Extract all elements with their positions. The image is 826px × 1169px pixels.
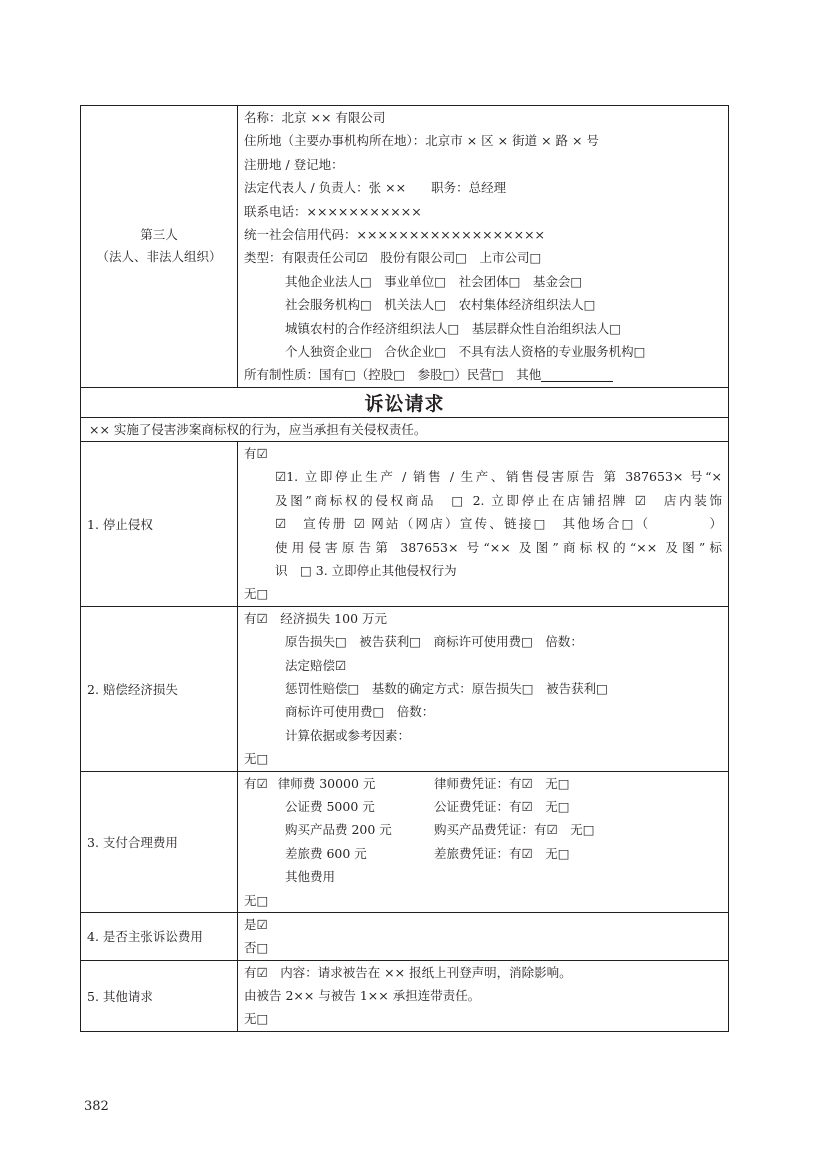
section-heading-row (81, 387, 729, 417)
third-party-registration: 注册地 / 登记地： (244, 156, 344, 172)
ownership-text: 所有制性质：国有□（控股□ 参股□）民营□ 其他 (244, 367, 542, 383)
stop-detail-line: ☑1. 立即停止生产 / 销售 / 生产、销售侵害原告 第 387653× 号“× (275, 469, 722, 485)
damages-content (238, 606, 729, 771)
third-party-phone: 联系电话：××××××××××× (244, 203, 422, 219)
other-requests-row (81, 960, 729, 1031)
section-title: 诉讼请求 (81, 387, 729, 417)
third-party-label (81, 106, 238, 388)
fee-voucher: 购买产品费凭证：有☑ 无□ (434, 822, 595, 838)
third-party-representative: 法定代表人 / 负责人：张 ×× 职务：总经理 (244, 180, 507, 196)
other-requests-label: 5. 其他请求 (81, 960, 238, 1031)
third-party-address: 住所地（主要办事机构所在地）：北京市 × 区 × 街道 × 路 × 号 (244, 133, 599, 149)
third-party-type-line: 社会服务机构□ 机关法人□ 农村集体经济组织法人□ (285, 297, 596, 313)
fees-no: 无□ (244, 892, 269, 908)
claim-statement: ×× 实施了侵害涉案商标权的行为，应当承担有关侵权责任。 (89, 421, 427, 437)
fee-amount: 公证费 5000 元 (285, 798, 375, 814)
fee-line (238, 795, 728, 818)
third-party-label-line1: 第三人 (140, 227, 178, 243)
damages-amount: 有☑ 经济损失 100 万元 (244, 610, 388, 626)
fee-amount: 差旅费 600 元 (285, 845, 367, 861)
fees-content (238, 771, 729, 912)
damages-row (81, 606, 729, 771)
fee-voucher: 差旅费凭证：有☑ 无□ (434, 845, 570, 861)
fee-voucher: 律师费凭证：有☑ 无□ (434, 775, 570, 791)
other-request-content: 有☑ 内容：请求被告在 ×× 报纸上刊登声明，消除影响。 (244, 964, 572, 980)
litigation-costs-row (81, 912, 729, 960)
damages-detail-line: 计算依据或参考因素： (285, 727, 411, 743)
fee-line (238, 818, 728, 841)
third-party-ownership (238, 363, 728, 386)
claim-statement-row (81, 417, 729, 441)
damages-label: 2. 赔偿经济损失 (81, 606, 238, 771)
third-party-type-line: 城镇农村的合作经济组织法人□ 基层群众性自治组织法人□ (285, 320, 622, 336)
fees-other: 其他费用 (285, 869, 336, 885)
third-party-label-line2: （法人、非法人组织） (96, 249, 222, 265)
fees-yes: 有☑ (244, 775, 268, 791)
fee-voucher: 公证费凭证：有☑ 无□ (434, 798, 570, 814)
damages-detail-line: 法定赔偿☑ (285, 657, 347, 673)
costs-no: 否□ (244, 940, 269, 956)
stop-yes: 有☑ (244, 446, 268, 462)
page-number: 382 (84, 1099, 109, 1114)
third-party-row (81, 106, 729, 388)
stop-no: 无□ (244, 586, 269, 602)
other-request-joint-liability: 由被告 2×× 与被告 1×× 承担连带责任。 (244, 988, 481, 1004)
ownership-blank (541, 367, 613, 382)
litigation-costs-content (238, 912, 729, 960)
costs-yes: 是☑ (244, 916, 268, 932)
other-no: 无□ (244, 1011, 269, 1027)
stop-infringement-label: 1. 停止侵权 (81, 442, 238, 607)
stop-infringement-row (81, 442, 729, 607)
third-party-type-line: 个人独资企业□ 合伙企业□ 不具有法人资格的专业服务机构□ (285, 343, 646, 359)
claim-statement-cell (81, 417, 729, 441)
fee-amount: 购买产品费 200 元 (285, 822, 392, 838)
third-party-credit-code: 统一社会信用代码：×××××××××××××××××× (244, 226, 546, 242)
third-party-content (238, 106, 729, 388)
third-party-type: 类型：有限责任公司☑ 股份有限公司□ 上市公司□ (244, 250, 542, 266)
third-party-type-line: 其他企业法人□ 事业单位□ 社会团体□ 基金会□ (285, 273, 583, 289)
stop-detail-line: 识 □ 3. 立即停止其他侵权行为 (275, 563, 457, 579)
litigation-costs-label: 4. 是否主张诉讼费用 (81, 912, 238, 960)
stop-infringement-content (238, 442, 729, 607)
stop-detail-line: 及图”商标权的侵权商品 □ 2. 立即停止在店铺招牌 ☑ 店内装饰 (275, 492, 722, 508)
stop-detail-line: ☑ 宣传册 ☑ 网站（网店）宣传、链接□ 其他场合□（ ） (275, 516, 722, 532)
damages-detail-line: 商标许可使用费□ 倍数： (285, 704, 435, 720)
damages-detail-line: 原告损失□ 被告获利□ 商标许可使用费□ 倍数： (285, 634, 583, 650)
fee-line (238, 842, 728, 865)
other-requests-content (238, 960, 729, 1031)
claim-form-table (80, 105, 729, 1032)
fees-row (81, 771, 729, 912)
damages-no: 无□ (244, 751, 269, 767)
stop-detail-line: 使用侵害原告第 387653× 号“×× 及图”商标权的“×× 及图”标 (275, 539, 722, 555)
damages-detail-line: 惩罚性赔偿□ 基数的确定方式：原告损失□ 被告获利□ (285, 680, 608, 696)
fee-amount: 律师费 30000 元 (277, 775, 376, 791)
fee-line (238, 772, 728, 795)
third-party-name: 名称：北京 ×× 有限公司 (244, 110, 386, 125)
fees-label: 3. 支付合理费用 (81, 771, 238, 912)
